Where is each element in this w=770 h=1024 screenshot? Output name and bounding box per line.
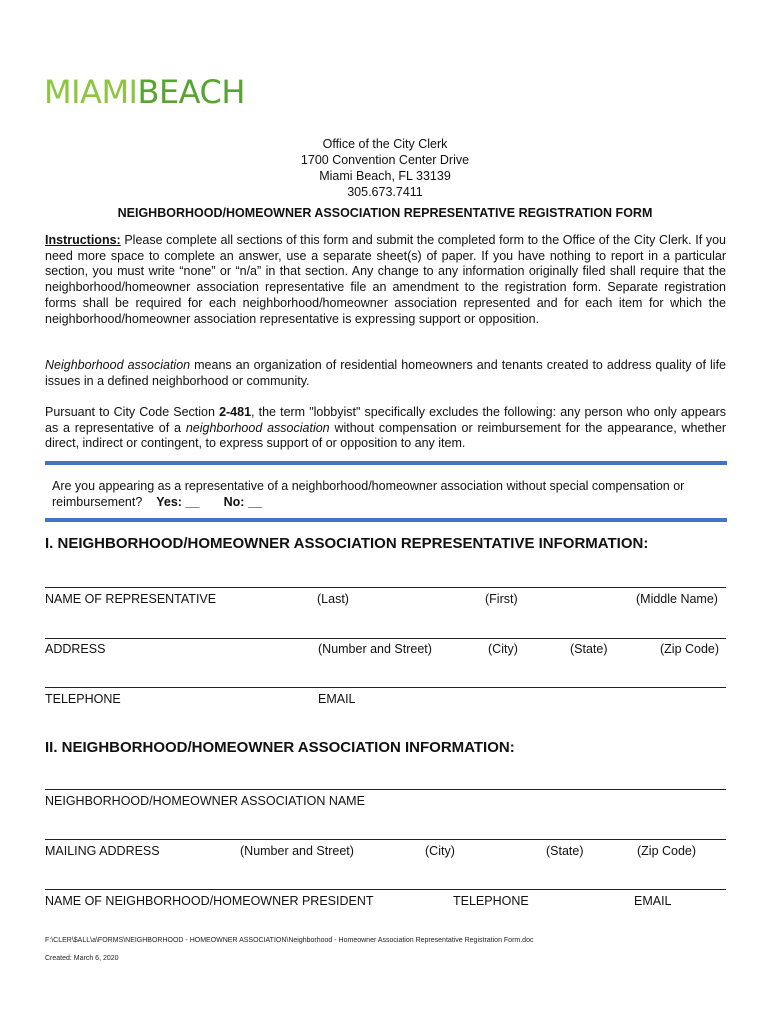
clerk-address-block bbox=[0, 136, 770, 200]
logo-beach-text: BEACH bbox=[137, 73, 245, 111]
phone-number: 305.673.7411 bbox=[347, 185, 423, 199]
mailing-street-label: (Number and Street) bbox=[240, 844, 354, 858]
city-label: (City) bbox=[488, 642, 518, 656]
middle-name-label: (Middle Name) bbox=[636, 592, 718, 606]
mailing-state-label: (State) bbox=[546, 844, 584, 858]
representative-contact-line[interactable] bbox=[45, 687, 726, 688]
mailing-address-label: MAILING ADDRESS bbox=[45, 844, 160, 858]
association-name-line[interactable] bbox=[45, 789, 726, 790]
question-top-rule bbox=[45, 461, 727, 465]
definition-paragraph bbox=[45, 358, 726, 389]
representative-address-line[interactable] bbox=[45, 638, 726, 639]
representative-telephone-label: TELEPHONE bbox=[45, 692, 121, 706]
no-answer-field[interactable]: No: __ bbox=[223, 495, 262, 509]
footer-created-date: Created: March 6, 2020 bbox=[45, 955, 119, 962]
definition-text: means an organization of residential homeowners and tenants created to address quality of life issues in a defined neighborhood or community. bbox=[45, 358, 726, 388]
association-name-label: NEIGHBORHOOD/HOMEOWNER ASSOCIATION NAME bbox=[45, 794, 365, 808]
code-section-number: 2-481 bbox=[219, 405, 252, 419]
mailing-address-line[interactable] bbox=[45, 839, 726, 840]
question-text: Are you appearing as a representative of a neighborhood/homeowner association without special compensation or reimbursement? bbox=[52, 479, 685, 509]
first-name-label: (First) bbox=[485, 592, 518, 606]
city-state-zip: Miami Beach, FL 33139 bbox=[319, 169, 451, 183]
code-paragraph bbox=[45, 405, 726, 452]
code-italic-term: neighborhood association bbox=[185, 420, 330, 435]
instructions-label: Instructions: bbox=[45, 233, 121, 247]
president-name-label: NAME OF NEIGHBORHOOD/HOMEOWNER PRESIDENT bbox=[45, 894, 374, 908]
question-bottom-rule bbox=[45, 518, 727, 522]
yes-answer-field[interactable]: Yes: __ bbox=[156, 495, 200, 509]
street-address: 1700 Convention Center Drive bbox=[300, 153, 470, 167]
section-2-heading: II. NEIGHBORHOOD/HOMEOWNER ASSOCIATION INFORMATION: bbox=[45, 739, 515, 756]
president-email-label: EMAIL bbox=[634, 894, 672, 908]
representative-question bbox=[52, 478, 724, 510]
instructions-text: Please complete all sections of this form and submit the completed form to the Office of the City Clerk. If you need more space to complete an answer, use a separate sheet(s) of paper. If you have nothing to report in a particular section, you must write “none” or “n/a” in that section. Any change to any information originally filed shall require that the neighborhood/homeowner association representative file an amendment to the registration form. Separate registration forms shall be required for each neighborhood/homeowner association represented and for each item for which the neighborhood/homeowner association representative is expressing support or opposition. bbox=[45, 233, 726, 326]
office-name: Office of the City Clerk bbox=[322, 137, 448, 151]
code-text-1: Pursuant to City Code Section bbox=[45, 405, 220, 419]
section-1-heading: I. NEIGHBORHOOD/HOMEOWNER ASSOCIATION REPRESENTATIVE INFORMATION: bbox=[45, 535, 649, 552]
zip-label: (Zip Code) bbox=[660, 642, 720, 656]
representative-email-label: EMAIL bbox=[318, 692, 356, 706]
president-telephone-label: TELEPHONE bbox=[453, 894, 529, 908]
footer-file-path: F:\CLER\$ALL\a\FORMS\NEIGHBORHOOD - HOMEOWNER ASSOCIATION\Neighborhood - Homeowner Association Representative Registration Form.doc bbox=[45, 937, 534, 944]
instructions-paragraph bbox=[45, 233, 726, 327]
code-text-3: without compensation or reimbursement for the appearance, whether direct, indirect or contingent, to express support of or opposition to any item. bbox=[45, 420, 726, 451]
miami-beach-logo bbox=[44, 73, 245, 111]
mailing-city-label: (City) bbox=[425, 844, 455, 858]
representative-address-label: ADDRESS bbox=[45, 642, 106, 656]
code-text-2: , the term "lobbyist" specifically excludes the following: any person who only appears as a representative of a bbox=[45, 405, 726, 435]
definition-term: Neighborhood association bbox=[45, 358, 191, 372]
representative-name-line[interactable] bbox=[45, 587, 726, 588]
form-title: NEIGHBORHOOD/HOMEOWNER ASSOCIATION REPRESENTATIVE REGISTRATION FORM bbox=[117, 206, 653, 220]
representative-name-label: NAME OF REPRESENTATIVE bbox=[45, 592, 217, 606]
logo-miami-text: MIAMI bbox=[44, 73, 138, 111]
last-name-label: (Last) bbox=[317, 592, 349, 606]
street-label: (Number and Street) bbox=[318, 642, 432, 656]
president-line[interactable] bbox=[45, 889, 726, 890]
state-label: (State) bbox=[570, 642, 608, 656]
mailing-zip-label: (Zip Code) bbox=[637, 844, 697, 858]
